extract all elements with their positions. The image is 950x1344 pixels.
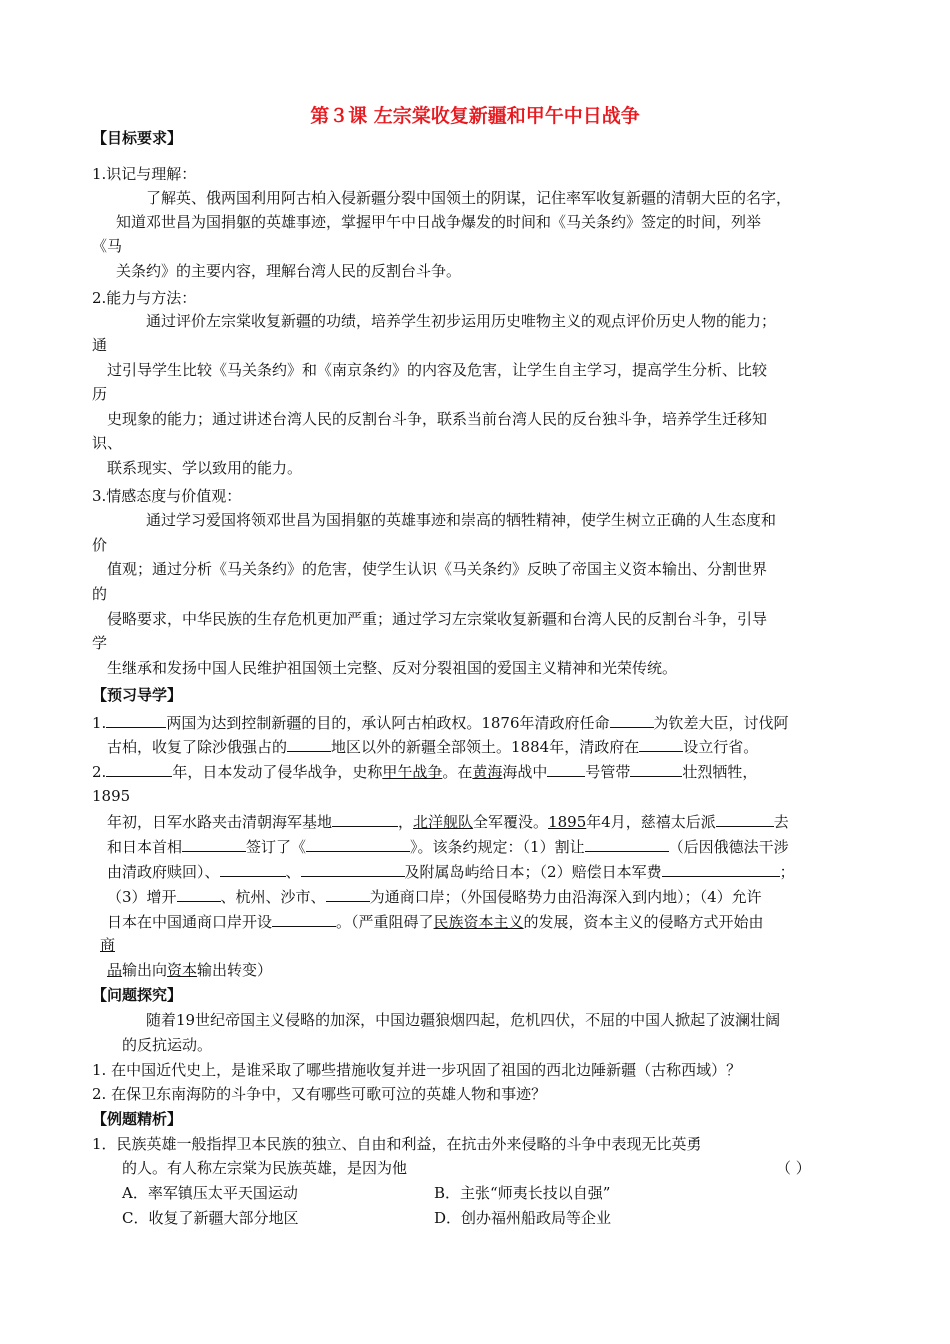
goal-3-text-line: 生继承和发扬中国人民维护祖国领土完整、反对分裂祖国的爱国主义精神和光荣传统。	[107, 659, 678, 677]
option-b[interactable]: B．主张“师夷长技以自强”	[434, 1184, 611, 1202]
example-1-stem-line: 1．民族英雄一般指捍卫本民族的独立、自由和利益，在抗击外来侵略的斗争中表现无比英勇	[92, 1135, 702, 1153]
goal-1-text-line: 关条约》的主要内容，理解台湾人民的反割台斗争。	[116, 262, 462, 280]
goal-3-text-line: 侵略要求，中华民族的生存危机更加严重；通过学习左宗棠收复新疆和台湾人民的反割台斗争，引导	[107, 610, 768, 628]
preview-q2-line: 商	[100, 936, 116, 954]
goal-3-heading: 3.情感态度与价值观：	[92, 487, 242, 505]
preview-q1-line: 1. 两国为达到控制新疆的目的，承认阿古柏政权。1876年清政府任命 为钦差大臣，讨伐阿	[92, 714, 789, 732]
explore-question-1: 1. 在中国近代史上，是谁采取了哪些措施收复并进一步巩固了祖国的西北边陲新疆（古称西域）？	[92, 1061, 742, 1079]
preview-q2-line: 由清政府赎回）、 、 及附属岛屿给日本；（2）赔偿日本军费 ；	[107, 863, 795, 881]
preview-q2-line: （3）增开 、杭州、沙市、 为通商口岸；（外国侵略势力由沿海深入到内地）；（4）允许	[107, 888, 762, 906]
preview-q2-line: 和日本首相 签订了《 》。该条约规定：（1）割让 （后因俄德法干涉	[107, 838, 789, 856]
fill-blank[interactable]	[639, 736, 683, 752]
fill-blank[interactable]	[610, 712, 654, 728]
goal-2-text-line: 通过评价左宗棠收复新疆的功绩，培养学生初步运用历史唯物主义的观点评价历史人物的能力；	[146, 312, 777, 330]
fill-blank[interactable]	[182, 836, 246, 852]
option-c[interactable]: C．收复了新疆大部分地区	[122, 1209, 299, 1227]
fill-blank[interactable]	[716, 811, 774, 827]
explore-intro-line: 随着19世纪帝国主义侵略的加深，中国边疆狼烟四起，危机四伏，不屈的中国人掀起了波澜壮阔	[146, 1011, 781, 1029]
fill-blank[interactable]	[106, 761, 172, 777]
goal-2-text-line: 史现象的能力；通过讲述台湾人民的反割台斗争，联系当前台湾人民的反台独斗争，培养学生迁移知	[107, 410, 768, 428]
fill-blank[interactable]	[106, 712, 166, 728]
section-goals-heading: 【目标要求】	[92, 129, 183, 147]
preview-q1-line: 古柏，收复了除沙俄强占的 地区以外的新疆全部领土。1884年，清政府在 设立行省。	[107, 738, 759, 756]
preview-q2-line: 日本在中国通商口岸开设 。（严重阻碍了民族资本主义的发展，资本主义的侵略方式开始由	[107, 913, 764, 931]
explore-question-2: 2. 在保卫东南海防的斗争中，又有哪些可歌可泣的英雄人物和事迹？	[92, 1085, 547, 1103]
answer-bracket[interactable]: （ ）	[776, 1159, 811, 1177]
goal-3-text-line: 通过学习爱国将领邓世昌为国捐躯的英雄事迹和崇高的牺牲精神，使学生树立正确的人生态度和	[146, 511, 777, 529]
fill-blank[interactable]	[326, 886, 370, 902]
goal-1-text-line: 知道邓世昌为国捐躯的英雄事迹，掌握甲午中日战争爆发的时间和《马关条约》签定的时间，列举	[116, 213, 762, 231]
lesson-title: 第３课 左宗棠收复新疆和甲午中日战争	[310, 105, 640, 127]
goal-3-text-line: 价	[92, 536, 108, 554]
fill-blank[interactable]	[662, 861, 780, 877]
fill-blank[interactable]	[630, 761, 682, 777]
explore-intro-line: 的反抗运动。	[122, 1036, 213, 1054]
fill-blank[interactable]	[306, 836, 410, 852]
fill-blank[interactable]	[220, 861, 286, 877]
fill-blank[interactable]	[287, 736, 331, 752]
section-examples-heading: 【例题精析】	[92, 1110, 183, 1128]
option-d[interactable]: D．创办福州船政局等企业	[434, 1209, 612, 1227]
fill-blank[interactable]	[301, 861, 405, 877]
goal-3-text-line: 学	[92, 634, 108, 652]
fill-blank[interactable]	[585, 836, 669, 852]
preview-q2-line: 2. 年，日本发动了侵华战争，史称甲午战争。在黄海海战中 号管带 壮烈牺牲，	[92, 763, 758, 781]
fill-blank[interactable]	[547, 761, 585, 777]
goal-1-text-line: 《马	[92, 237, 123, 255]
option-a[interactable]: A．率军镇压太平天国运动	[122, 1184, 298, 1202]
goal-1-text-line: 了解英、俄两国利用阿古柏入侵新疆分裂中国领土的阴谋，记住率军收复新疆的清朝大臣的名字，	[146, 189, 792, 207]
goal-2-text-line: 通	[92, 336, 108, 354]
goal-3-text-line: 值观；通过分析《马关条约》的危害，使学生认识《马关条约》反映了帝国主义资本输出、分割世界	[107, 560, 768, 578]
goal-2-heading: 2.能力与方法：	[92, 289, 197, 307]
example-1-stem-line: 的人。有人称左宗棠为民族英雄，是因为他	[122, 1159, 408, 1177]
preview-q2-year: 1895	[92, 787, 131, 805]
goal-2-text-line: 联系现实、学以致用的能力。	[107, 459, 303, 477]
goal-2-text-line: 历	[92, 385, 108, 403]
preview-q2-line: 年初，日军水路夹击清朝海军基地 ，北洋舰队全军覆没。1895年4月，慈禧太后派 去	[107, 813, 789, 831]
goal-2-text-line: 过引导学生比较《马关条约》和《南京条约》的内容及危害，让学生自主学习，提高学生分析、比较	[107, 361, 768, 379]
goal-3-text-line: 的	[92, 585, 108, 603]
fill-blank[interactable]	[272, 911, 336, 927]
fill-blank[interactable]	[177, 886, 221, 902]
fill-blank[interactable]	[332, 811, 398, 827]
section-preview-heading: 【预习导学】	[92, 686, 183, 704]
goal-2-text-line: 识、	[92, 434, 123, 452]
preview-q2-line: 品输出向资本输出转变）	[107, 961, 273, 979]
goal-1-heading: 1.识记与理解：	[92, 165, 197, 183]
section-explore-heading: 【问题探究】	[92, 986, 183, 1004]
